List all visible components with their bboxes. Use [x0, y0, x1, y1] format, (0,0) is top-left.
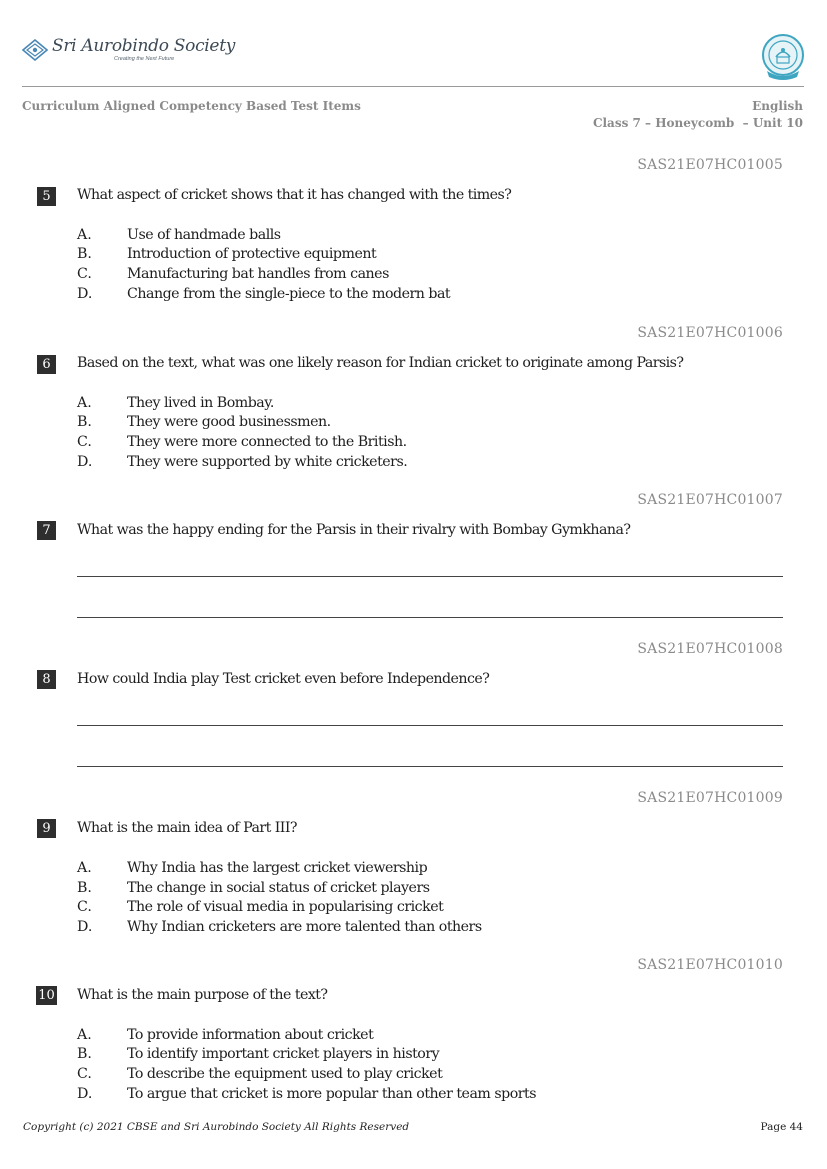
- option-letter: D.: [77, 454, 93, 470]
- option-letter: B.: [77, 414, 92, 430]
- option-letter: C.: [77, 434, 92, 450]
- question-code: SAS21E07HC01008: [637, 641, 783, 657]
- question-number-badge: 10: [36, 986, 57, 1005]
- option-letter: A.: [77, 860, 92, 876]
- option-text: Why India has the largest cricket viewership: [127, 860, 428, 876]
- logo-wordmark: Sri Aurobindo Society: [52, 36, 236, 56]
- page-number: Page 44: [760, 1121, 803, 1133]
- option-text: They were good businessmen.: [127, 414, 331, 430]
- option-letter: A.: [77, 1027, 92, 1043]
- option-letter: B.: [77, 1046, 92, 1062]
- option-letter: A.: [77, 395, 92, 411]
- option-letter: C.: [77, 1066, 92, 1082]
- option-text: To identify important cricket players in history: [127, 1046, 440, 1062]
- question-code: SAS21E07HC01010: [637, 957, 783, 973]
- option-text: They were supported by white cricketers.: [127, 454, 408, 470]
- question-text: What aspect of cricket shows that it has changed with the times?: [77, 187, 512, 203]
- option-text: Manufacturing bat handles from canes: [127, 266, 389, 282]
- question-text: How could India play Test cricket even before Independence?: [77, 671, 490, 687]
- option-text: To provide information about cricket: [127, 1027, 374, 1043]
- copyright-notice: Copyright (c) 2021 CBSE and Sri Aurobindo Society All Rights Reserved: [23, 1121, 410, 1133]
- option-letter: C.: [77, 266, 92, 282]
- option-text: The role of visual media in popularising cricket: [127, 899, 444, 915]
- option-text: The change in social status of cricket players: [127, 880, 430, 896]
- class-unit-label: Class 7 – Honeycomb – Unit 10: [592, 116, 803, 130]
- answer-line[interactable]: [77, 766, 783, 767]
- option-letter: B.: [77, 246, 92, 262]
- society-emblem-icon: [22, 39, 48, 61]
- option-letter: A.: [77, 227, 92, 243]
- option-text: Change from the single-piece to the modern bat: [127, 286, 451, 302]
- option-letter: B.: [77, 880, 92, 896]
- option-text: They were more connected to the British.: [127, 434, 407, 450]
- question-code: SAS21E07HC01005: [637, 157, 783, 173]
- header-divider: [22, 86, 804, 87]
- option-text: Why Indian cricketers are more talented than others: [127, 919, 482, 935]
- cbse-seal-icon: [761, 33, 805, 81]
- question-text: Based on the text, what was one likely reason for Indian cricket to originate among Parsis?: [77, 355, 684, 371]
- question-text: What is the main purpose of the text?: [77, 987, 328, 1003]
- option-letter: C.: [77, 899, 92, 915]
- question-number-badge: 6: [37, 355, 56, 374]
- question-code: SAS21E07HC01007: [637, 492, 783, 508]
- document-series-title: Curriculum Aligned Competency Based Test Items: [22, 99, 361, 113]
- answer-line[interactable]: [77, 617, 783, 618]
- answer-line[interactable]: [77, 725, 783, 726]
- option-text: Introduction of protective equipment: [127, 246, 377, 262]
- option-text: Use of handmade balls: [127, 227, 281, 243]
- question-code: SAS21E07HC01006: [637, 325, 783, 341]
- question-text: What was the happy ending for the Parsis in their rivalry with Bombay Gymkhana?: [77, 522, 631, 538]
- option-text: To argue that cricket is more popular than other team sports: [127, 1086, 537, 1102]
- sri-aurobindo-society-logo: [22, 36, 236, 66]
- logo-tagline: Creating the Next Future: [114, 56, 175, 62]
- answer-line[interactable]: [77, 576, 783, 577]
- option-letter: D.: [77, 919, 93, 935]
- question-number-badge: 5: [37, 187, 56, 206]
- option-letter: D.: [77, 1086, 93, 1102]
- question-text: What is the main idea of Part III?: [77, 820, 297, 836]
- question-number-badge: 8: [37, 670, 56, 689]
- option-text: They lived in Bombay.: [127, 395, 274, 411]
- question-number-badge: 7: [37, 521, 56, 540]
- subject-label: English: [752, 99, 803, 113]
- option-text: To describe the equipment used to play cricket: [127, 1066, 443, 1082]
- option-letter: D.: [77, 286, 93, 302]
- question-number-badge: 9: [37, 819, 56, 838]
- question-code: SAS21E07HC01009: [637, 790, 783, 806]
